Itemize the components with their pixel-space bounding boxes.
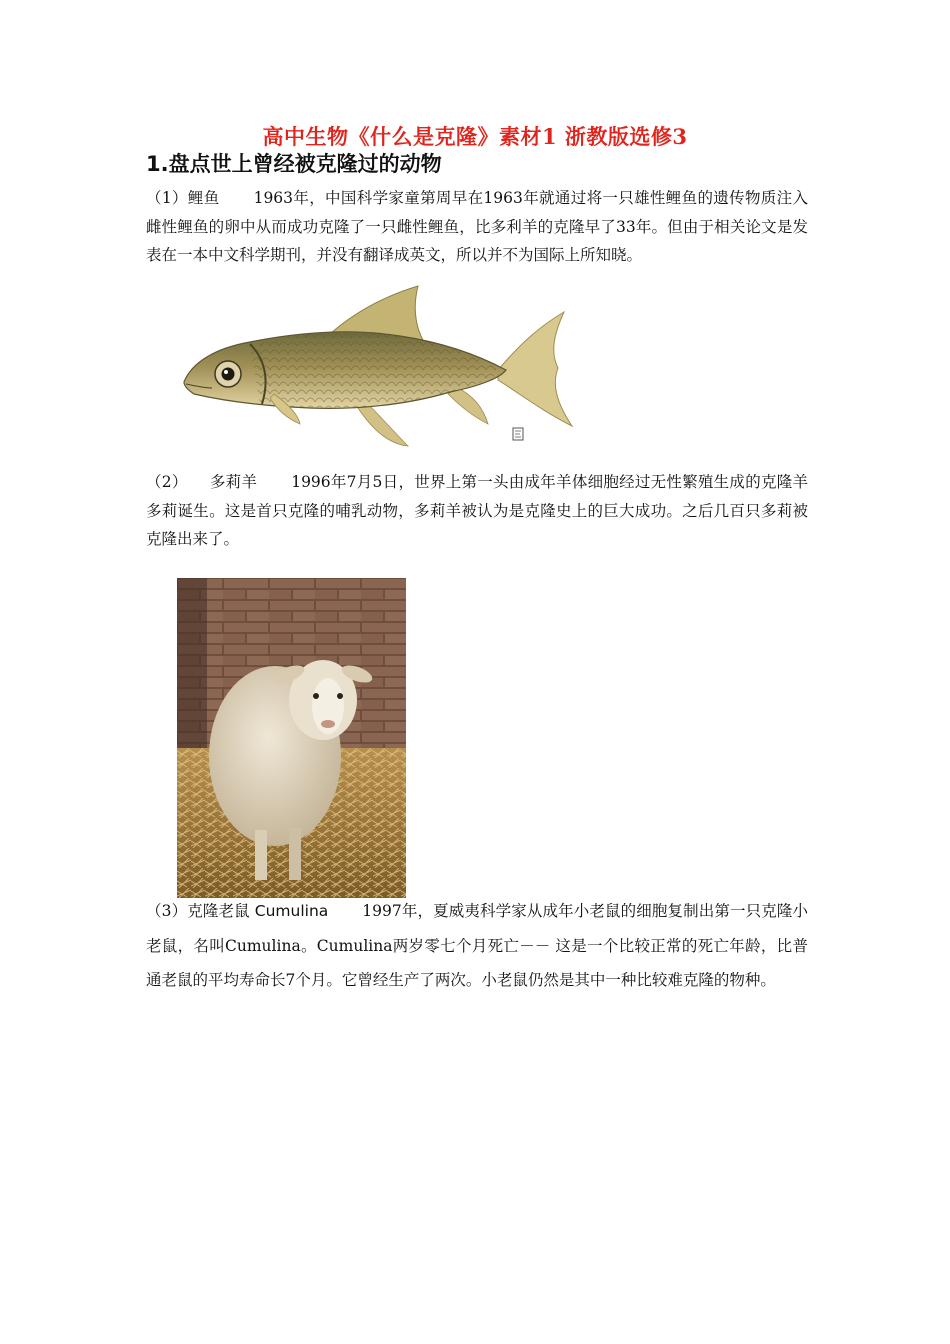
dolly-sheep-photo bbox=[177, 578, 406, 898]
item-body: 中国科学家童第周早在1963年就通过将一只雄性鲤鱼的遗传物质注入雌性鲤鱼的卵中从而成功克隆了一只雌性鲤鱼，比多利羊的克隆早了33年。但由于相关论文是发表在一本中文科学期刊，并没有翻译成英文，所以并不为国际上所知晓。 bbox=[146, 189, 808, 264]
paragraph-carp bbox=[146, 184, 808, 270]
section-heading: 1.盘点世上曾经被克隆过的动物 bbox=[146, 152, 442, 176]
item-lead: 1997年， bbox=[362, 902, 434, 920]
paragraph-cumulina bbox=[146, 894, 808, 998]
item-name: 多莉羊 bbox=[209, 473, 258, 491]
item-lead: 1996年7月5日， bbox=[291, 473, 415, 491]
item-lead: 1963年， bbox=[253, 189, 326, 207]
item-body: 夏威夷科学家从成年小老鼠的细胞复制出第一只克隆小老鼠，名叫Cumulina。Cumulina两岁零七个月死亡－－ 这是一个比较正常的死亡年龄，比普通老鼠的平均寿命长7个月。它曾经生产了两次。小老鼠仍然是其中一种比较难克隆的物种。 bbox=[146, 902, 808, 989]
document-title: 高中生物《什么是克隆》素材1 浙教版选修3 bbox=[262, 124, 688, 149]
item-name: 克隆老鼠 Cumulina bbox=[187, 902, 329, 920]
carp-illustration bbox=[180, 282, 580, 452]
item-number: （2） bbox=[146, 473, 188, 491]
item-name: 鲤鱼 bbox=[187, 189, 220, 207]
item-number: （3） bbox=[146, 902, 188, 920]
item-number: （1） bbox=[146, 189, 188, 207]
item-body: 世界上第一头由成年羊体细胞经过无性繁殖生成的克隆羊多莉诞生。这是首只克隆的哺乳动物，多莉羊被认为是克隆史上的巨大成功。之后几百只多莉被克隆出来了。 bbox=[146, 473, 808, 548]
paragraph-dolly bbox=[146, 468, 808, 554]
